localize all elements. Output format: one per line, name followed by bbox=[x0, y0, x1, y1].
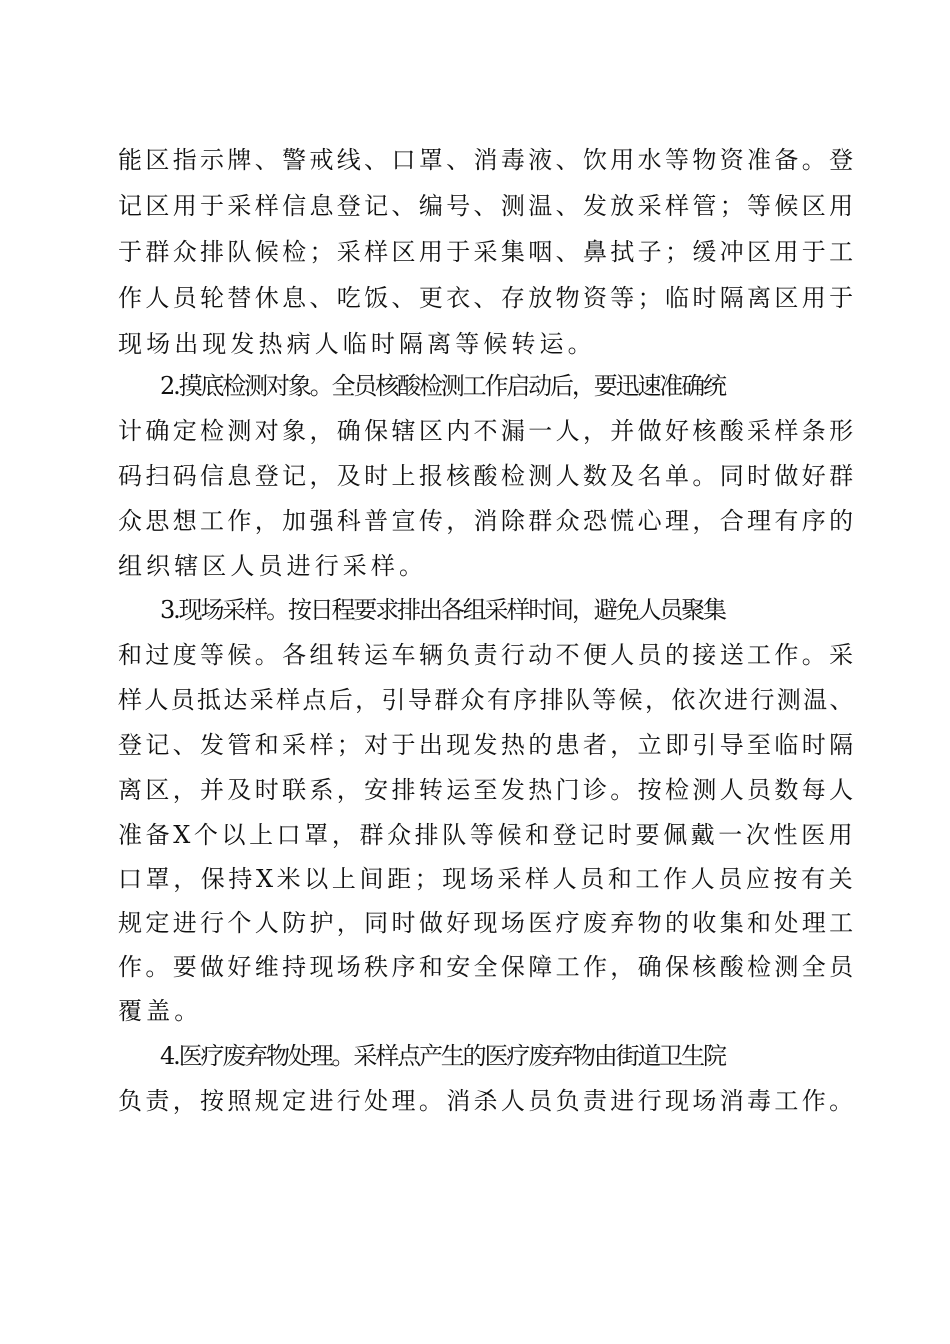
text-line: 现场出现发热病人临时隔离等候转运。 bbox=[118, 330, 596, 358]
text-line: 离区，并及时联系，安排转运至发热门诊。按检测人员数每人 bbox=[118, 776, 857, 804]
text-line: 码扫码信息登记，及时上报核酸检测人数及名单。同时做好群 bbox=[118, 462, 857, 490]
text-line: 4.医疗废弃物处理。采样点产生的医疗废弃物由街道卫生院 bbox=[160, 1042, 725, 1070]
text-line: 登记、发管和采样；对于出现发热的患者，立即引导至临时隔 bbox=[118, 731, 857, 759]
text-line: 于群众排队候检；采样区用于采集咽、鼻拭子；缓冲区用于工 bbox=[118, 238, 857, 266]
text-line: 和过度等候。各组转运车辆负责行动不便人员的接送工作。采 bbox=[118, 641, 857, 669]
text-line: 能区指示牌、警戒线、口罩、消毒液、饮用水等物资准备。登 bbox=[118, 146, 857, 174]
text-line: 准备X个以上口罩，群众排队等候和登记时要佩戴一次性医用 bbox=[118, 821, 857, 849]
text-line: 样人员抵达采样点后，引导群众有序排队等候，依次进行测温、 bbox=[118, 686, 856, 714]
text-line: 覆盖。 bbox=[118, 997, 203, 1025]
text-line: 3.现场采样。按日程要求排出各组采样时间，避免人员聚集 bbox=[160, 596, 725, 624]
text-line: 众思想工作，加强科普宣传，消除群众恐慌心理，合理有序的 bbox=[118, 507, 857, 535]
text-line: 2.摸底检测对象。全员核酸检测工作启动后，要迅速准确统 bbox=[160, 372, 725, 400]
text-line: 作。要做好维持现场秩序和安全保障工作，确保核酸检测全员 bbox=[118, 953, 857, 981]
text-line: 负责，按照规定进行处理。消杀人员负责进行现场消毒工作。 bbox=[118, 1087, 857, 1115]
text-line: 组织辖区人员进行采样。 bbox=[118, 552, 428, 580]
text-line: 作人员轮替休息、吃饭、更衣、存放物资等；临时隔离区用于 bbox=[118, 284, 857, 312]
text-line: 规定进行个人防护，同时做好现场医疗废弃物的收集和处理工 bbox=[118, 909, 857, 937]
text-line: 记区用于采样信息登记、编号、测温、发放采样管；等候区用 bbox=[118, 192, 857, 220]
text-line: 计确定检测对象，确保辖区内不漏一人，并做好核酸采样条形 bbox=[118, 417, 857, 445]
text-line: 口罩，保持X米以上间距；现场采样人员和工作人员应按有关 bbox=[118, 865, 857, 893]
